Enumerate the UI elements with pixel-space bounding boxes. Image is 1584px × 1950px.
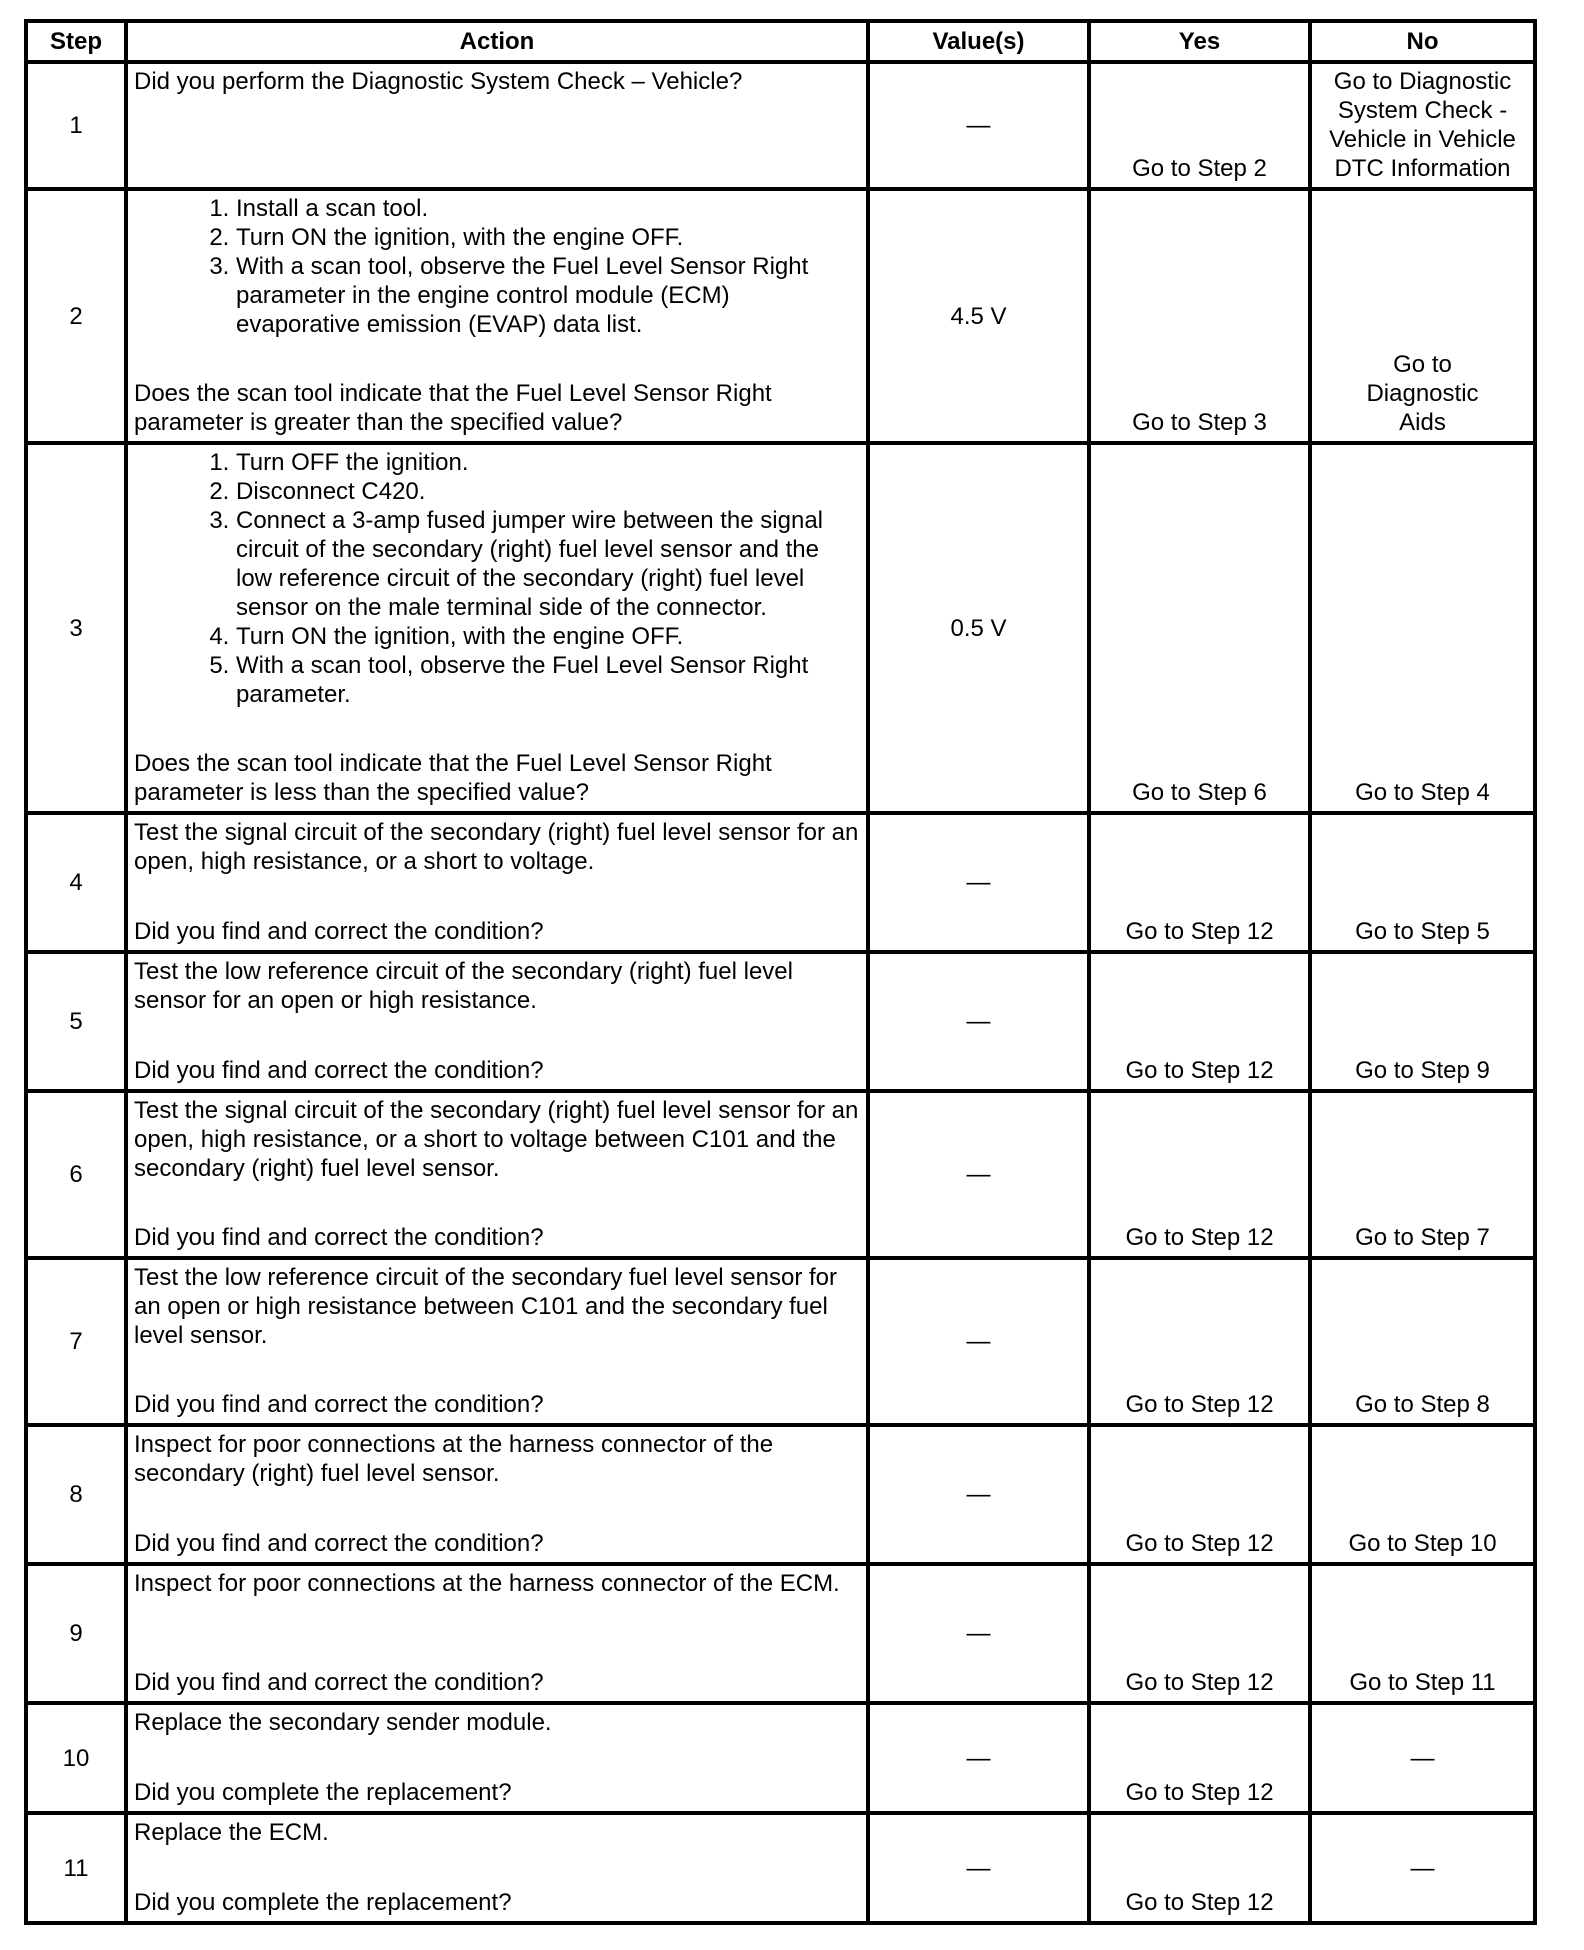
- no-cell: —: [1310, 1813, 1535, 1923]
- action-cell: [126, 813, 868, 952]
- header-yes: Yes: [1089, 21, 1310, 62]
- table-row: [26, 952, 1535, 1091]
- action-description: Test the low reference circuit of the secondary fuel level sensor for an open or high resistance between C101 and the secondary fuel level sensor.: [134, 1264, 838, 1349]
- action-step: 4. Turn ON the ignition, with the engine OFF.: [236, 622, 860, 651]
- table-row: [26, 1813, 1535, 1923]
- action-step: 1. Install a scan tool.: [236, 194, 860, 223]
- action-step: 2. Disconnect C420.: [236, 477, 860, 506]
- value-cell: —: [868, 1091, 1089, 1258]
- step-number: 10: [26, 1703, 126, 1813]
- action-step: 3. Connect a 3-amp fused jumper wire between the signal circuit of the secondary (right) fuel level sensor and the low reference circuit of the secondary (right) fuel level sensor on the male terminal side of the connector.: [236, 506, 860, 622]
- action-steps-list: [134, 448, 860, 709]
- action-step: 5. With a scan tool, observe the Fuel Level Sensor Right parameter.: [236, 651, 860, 709]
- yes-cell: Go to Step 12: [1089, 1091, 1310, 1258]
- value-cell: 0.5 V: [868, 443, 1089, 813]
- action-cell: [126, 952, 868, 1091]
- action-description: Inspect for poor connections at the harness connector of the ECM.: [134, 1570, 840, 1597]
- action-question: Did you find and correct the condition?: [134, 918, 544, 945]
- step-number: 2: [26, 189, 126, 443]
- action-question: Did you find and correct the condition?: [134, 1224, 544, 1251]
- step-number: 5: [26, 952, 126, 1091]
- yes-cell: Go to Step 12: [1089, 1425, 1310, 1564]
- value-cell: —: [868, 813, 1089, 952]
- step-number: 4: [26, 813, 126, 952]
- step-number: 8: [26, 1425, 126, 1564]
- no-cell: Go to Step 11: [1310, 1564, 1535, 1703]
- yes-cell: Go to Step 12: [1089, 1564, 1310, 1703]
- action-cell: [126, 189, 868, 443]
- action-step: 3. With a scan tool, observe the Fuel Level Sensor Right parameter in the engine control module (ECM) evaporative emission (EVAP) data list.: [236, 252, 860, 339]
- table-row: [26, 1258, 1535, 1425]
- step-number: 7: [26, 1258, 126, 1425]
- action-step: 2. Turn ON the ignition, with the engine OFF.: [236, 223, 860, 252]
- table-row: [26, 1425, 1535, 1564]
- value-cell: 4.5 V: [868, 189, 1089, 443]
- action-cell: [126, 62, 868, 189]
- header-values: Value(s): [868, 21, 1089, 62]
- value-cell: —: [868, 952, 1089, 1091]
- action-cell: [126, 1091, 868, 1258]
- action-description: Did you perform the Diagnostic System Check – Vehicle?: [134, 68, 743, 95]
- yes-cell: Go to Step 6: [1089, 443, 1310, 813]
- action-cell: [126, 1425, 868, 1564]
- table-row: [26, 62, 1535, 189]
- action-description: Test the signal circuit of the secondary (right) fuel level sensor for an open, high resistance, or a short to voltage between C101 and the secondary (right) fuel level sensor.: [134, 1097, 859, 1182]
- action-question: Did you find and correct the condition?: [134, 1669, 544, 1696]
- yes-cell: Go to Step 12: [1089, 1813, 1310, 1923]
- action-question: Did you find and correct the condition?: [134, 1391, 544, 1418]
- no-cell: Go to Step 7: [1310, 1091, 1535, 1258]
- step-number: 9: [26, 1564, 126, 1703]
- no-cell: Go to Step 5: [1310, 813, 1535, 952]
- action-description: Replace the ECM.: [134, 1819, 329, 1846]
- table-row: [26, 443, 1535, 813]
- action-cell: [126, 443, 868, 813]
- header-action: Action: [126, 21, 868, 62]
- header-no: No: [1310, 21, 1535, 62]
- action-question: Did you find and correct the condition?: [134, 1057, 544, 1084]
- header-row: [26, 21, 1535, 62]
- value-cell: —: [868, 62, 1089, 189]
- step-number: 6: [26, 1091, 126, 1258]
- value-cell: —: [868, 1564, 1089, 1703]
- yes-cell: Go to Step 12: [1089, 1258, 1310, 1425]
- action-cell: [126, 1564, 868, 1703]
- table-row: [26, 1091, 1535, 1258]
- header-step: Step: [26, 21, 126, 62]
- no-cell: Go to Step 4: [1310, 443, 1535, 813]
- action-question: Did you complete the replacement?: [134, 1779, 512, 1806]
- no-cell: —: [1310, 1703, 1535, 1813]
- action-question: Does the scan tool indicate that the Fuel Level Sensor Right parameter is greater than the specified value?: [134, 380, 772, 436]
- action-steps-list: [134, 194, 860, 339]
- no-cell: Go to Step 9: [1310, 952, 1535, 1091]
- yes-cell: Go to Step 2: [1089, 62, 1310, 189]
- action-step: 1. Turn OFF the ignition.: [236, 448, 860, 477]
- step-number: 11: [26, 1813, 126, 1923]
- table-row: [26, 189, 1535, 443]
- action-description: Test the low reference circuit of the secondary (right) fuel level sensor for an open or high resistance.: [134, 958, 793, 1014]
- action-description: Replace the secondary sender module.: [134, 1709, 552, 1736]
- table-row: [26, 1703, 1535, 1813]
- action-question: Did you find and correct the condition?: [134, 1530, 544, 1557]
- action-cell: [126, 1813, 868, 1923]
- diagnostic-table: [24, 19, 1537, 1925]
- no-cell: Go to Step 8: [1310, 1258, 1535, 1425]
- action-cell: [126, 1703, 868, 1813]
- step-number: 3: [26, 443, 126, 813]
- value-cell: —: [868, 1258, 1089, 1425]
- no-cell: Go to Diagnostic System Check - Vehicle in Vehicle DTC Information: [1310, 62, 1535, 189]
- value-cell: —: [868, 1425, 1089, 1564]
- no-cell: Go to Diagnostic Aids: [1310, 189, 1535, 443]
- action-question: Did you complete the replacement?: [134, 1889, 512, 1916]
- yes-cell: Go to Step 12: [1089, 813, 1310, 952]
- action-description: Inspect for poor connections at the harness connector of the secondary (right) fuel level sensor.: [134, 1431, 774, 1487]
- value-cell: —: [868, 1813, 1089, 1923]
- action-question: Does the scan tool indicate that the Fuel Level Sensor Right parameter is less than the specified value?: [134, 750, 772, 806]
- yes-cell: Go to Step 12: [1089, 952, 1310, 1091]
- yes-cell: Go to Step 3: [1089, 189, 1310, 443]
- yes-cell: Go to Step 12: [1089, 1703, 1310, 1813]
- table-row: [26, 1564, 1535, 1703]
- action-cell: [126, 1258, 868, 1425]
- action-description: Test the signal circuit of the secondary (right) fuel level sensor for an open, high resistance, or a short to voltage.: [134, 819, 859, 875]
- value-cell: —: [868, 1703, 1089, 1813]
- step-number: 1: [26, 62, 126, 189]
- table-row: [26, 813, 1535, 952]
- no-cell: Go to Step 10: [1310, 1425, 1535, 1564]
